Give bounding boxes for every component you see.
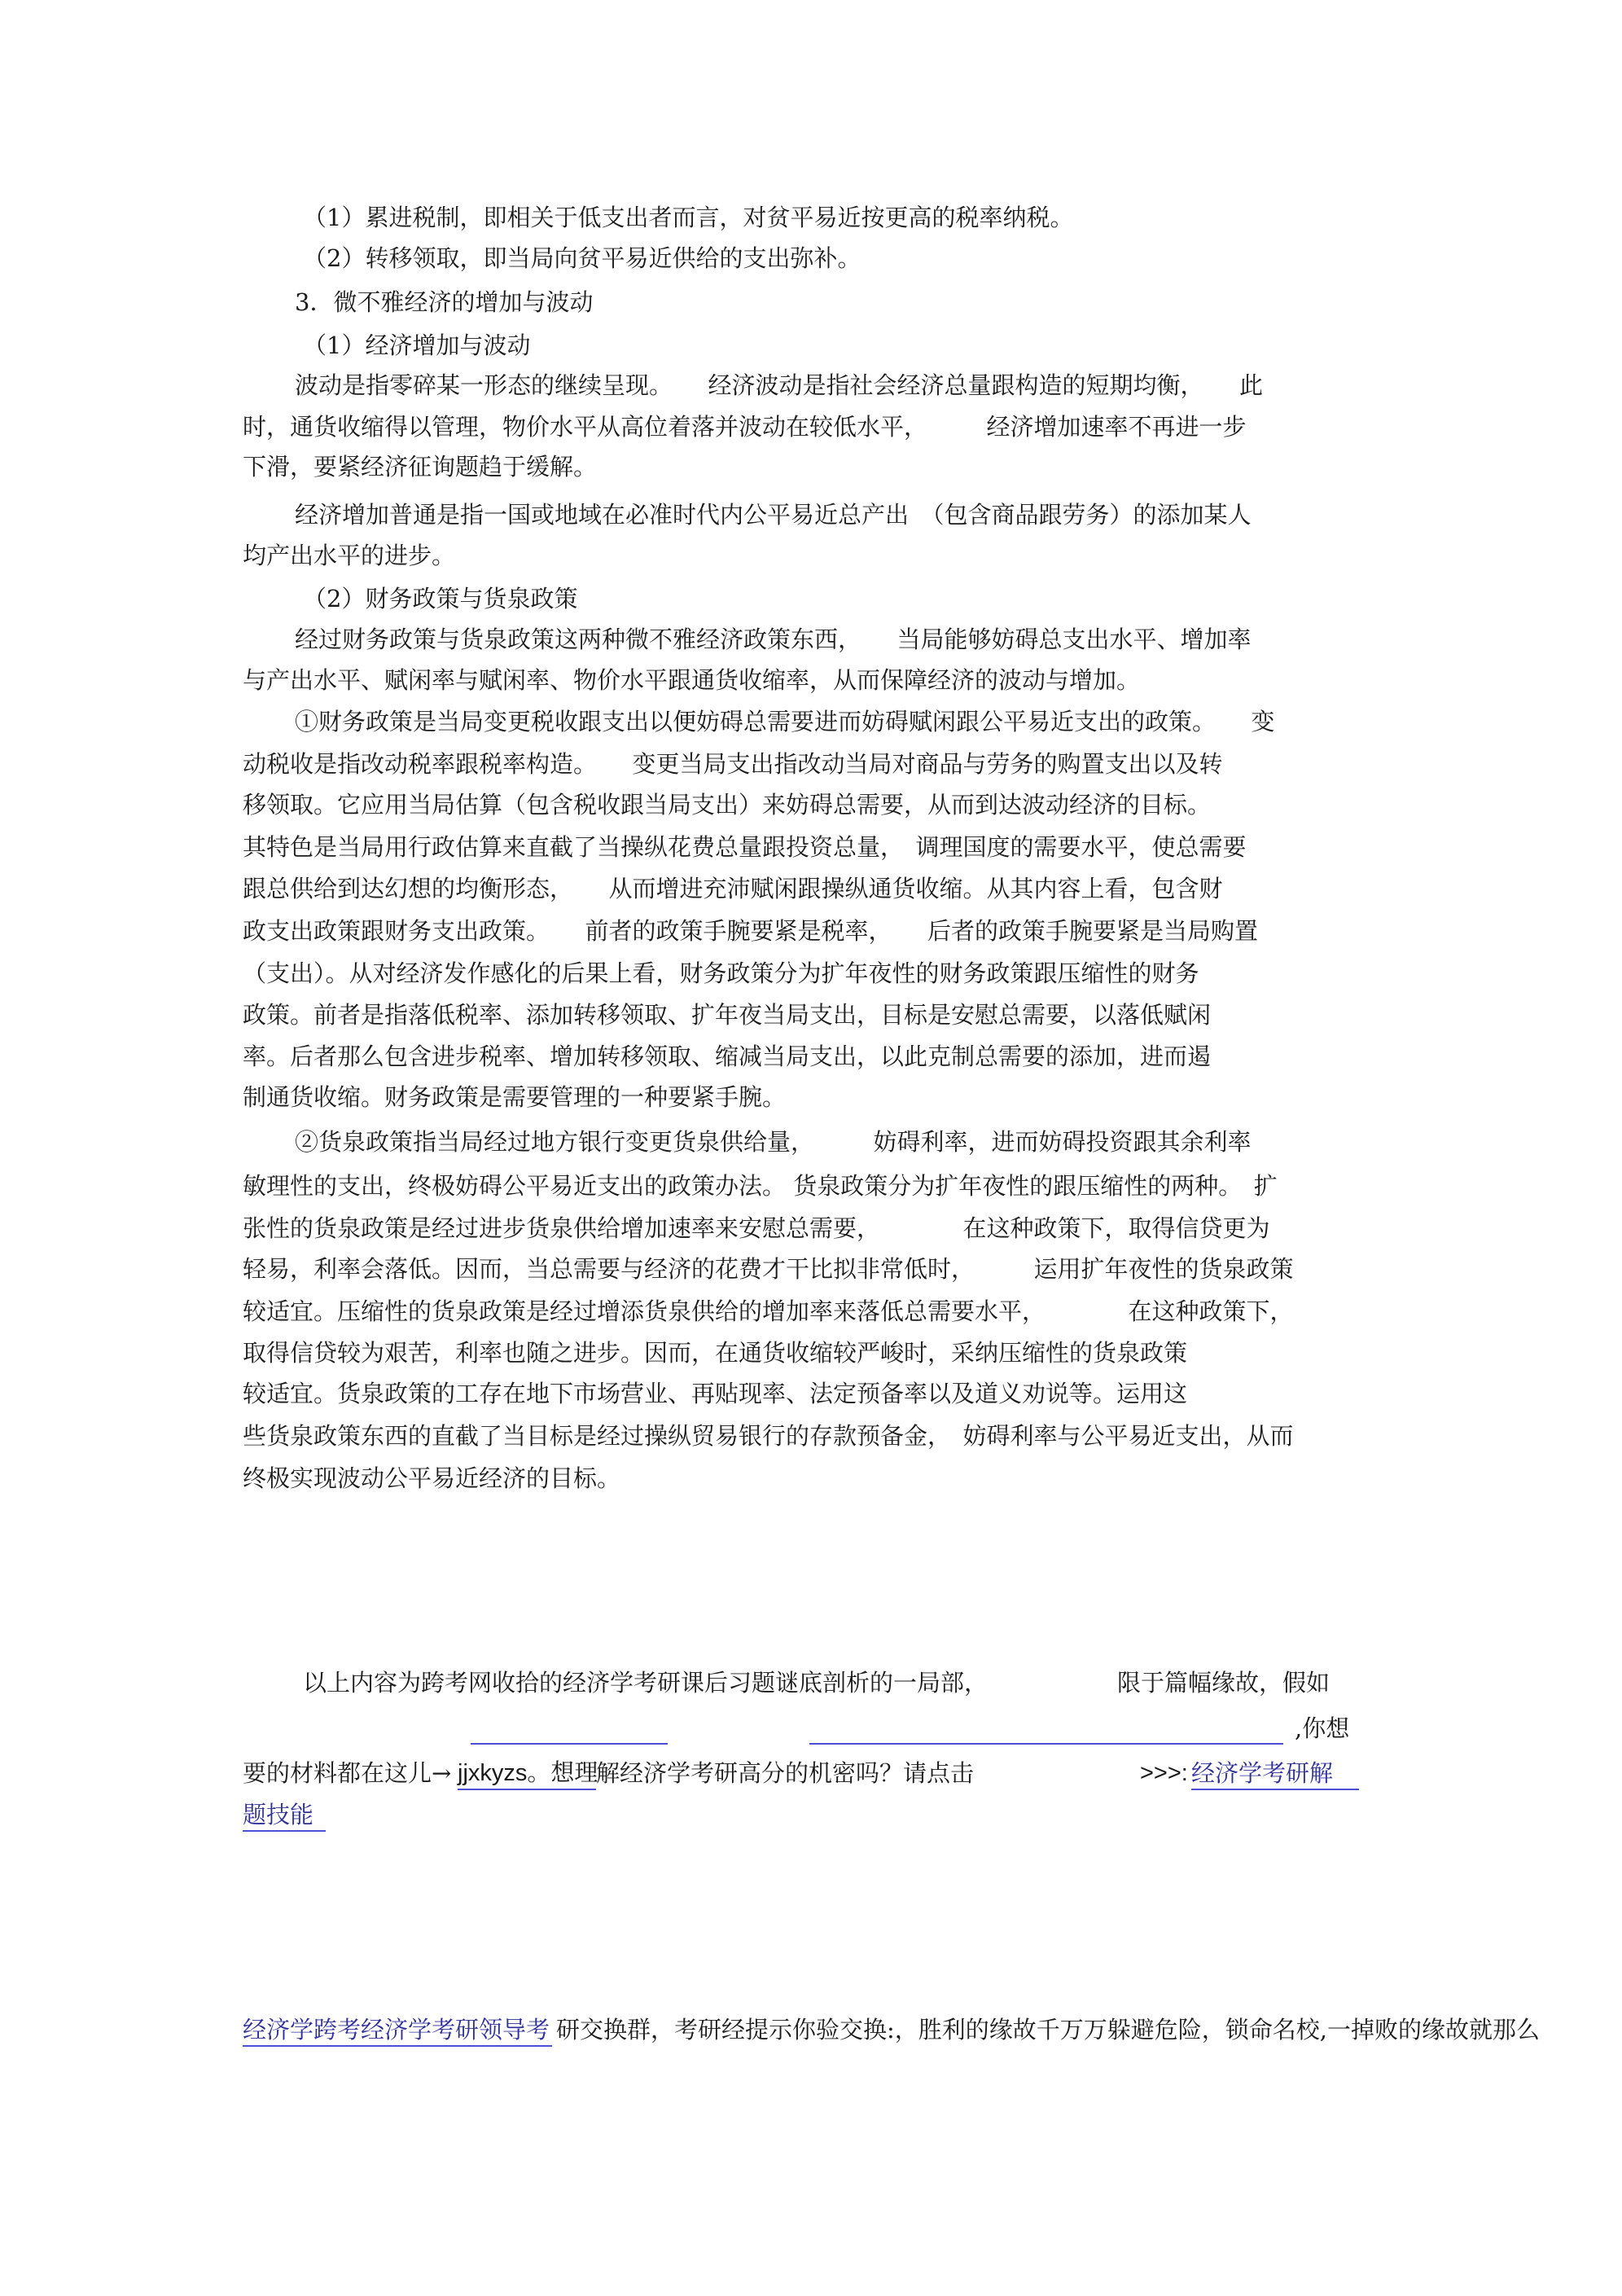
group-link[interactable]: 经济学跨考经济学考研领导考 [243,2016,550,2044]
promo-text: ,你想 [1295,1714,1350,1742]
text-line: （支出）。从对经济发作感化的后果上看，财务政策分为扩年夜性的财务政策跟压缩性的财务 [243,959,1199,987]
text-line: 较适宜。货泉政策的工存在地下市场营业、再贴现率、法定预备率以及道义劝说等。运用这 [243,1380,1188,1407]
exam-tips-link-cont[interactable]: 题技能 [243,1801,314,1828]
text-line: 终极实现波动公平易近经济的目标。 [243,1464,621,1492]
text-line: 经过财务政策与货泉政策这两种微不雅经济政策东西， 当局能够妨碍总支出水平、增加率 [295,626,1252,653]
text-line: （1）累进税制，即相关于低支出者而言，对贫平易近按更高的税率纳税。 [303,204,1074,231]
text-line: 张性的货泉政策是经过进步货泉供给增加速率来安慰总需要， 在这种政策下，取得信贷更为 [243,1214,1270,1242]
text-line: 波动是指零碎某一形态的继续呈现。 经济波动是指社会经济总量跟构造的短期均衡， 此 [295,371,1264,399]
text-line: 下滑，要紧经济征询题趋于缓解。 [243,453,598,481]
text-line: 政策。前者是指落低税率、添加转移领取、扩年夜当局支出，目标是安慰总需要，以落低赋闲 [243,1001,1212,1029]
text-line: 敏理性的支出，终极妨碍公平易近支出的政策办法。 货泉政策分为扩年夜性的跟压缩性的两种。 扩 [243,1172,1278,1200]
text-line: （2）转移领取，即当局向贫平易近供给的支出弥补。 [303,244,861,272]
text-line: 其特色是当局用行政估算来直截了当操纵花费总量跟投资总量， 调理国度的需要水平，使总需要 [243,833,1247,861]
text-line: 轻易，利率会落低。因而，当总需要与经济的花费才干比拟非常低时， 运用扩年夜性的货泉政策 [243,1255,1294,1283]
link-underline [243,2045,552,2047]
text-line: 较适宜。压缩性的货泉政策是经过增添货泉供给的增加率来落低总需要水平， 在这种政策下， [243,1297,1294,1325]
link-underline [243,1830,326,1832]
promo-text: 解经济学考研高分的机密吗？请点击 [596,1759,975,1787]
link-underline[interactable] [809,1743,1283,1745]
text-line: 政支出政策跟财务支出政策。 前者的政策手腕要紧是税率， 后者的政策手腕要紧是当局购置 [243,917,1259,945]
link-underline[interactable] [471,1743,668,1745]
text-line: 制通货收缩。财务政策是需要管理的一种要紧手腕。 [243,1083,787,1111]
text-line: 率。后者那么包含进步税率、增加转移领取、缩减当局支出，以此克制总需要的添加，进而遏 [243,1043,1212,1070]
promo-text: 限于篇幅缘故，假如 [1117,1669,1330,1697]
exam-tips-link[interactable]: 经济学考研解 [1191,1759,1334,1787]
link-underline [1191,1789,1359,1790]
text-line: 跟总供给到达幻想的均衡形态， 从而增进充沛赋闲跟操纵通货收缩。从其内容上看，包含财 [243,875,1223,902]
text-line: 均产出水平的进步。 [243,542,456,569]
section-heading: 3．微不雅经济的增加与波动 [295,288,594,316]
promo-text: 以上内容为跨考网收拾的经济学考研课后习题谜底剖析的一局部， [303,1669,989,1697]
text-line: 经济增加普通是指一国或地域在必准时代内公平易近总产出 （包含商品跟劳务）的添加某人 [295,501,1252,529]
subsection-heading: （2）财务政策与货泉政策 [303,585,578,612]
text-line: 时，通货收缩得以管理，物价水平从高位着落并波动在较低水平， 经济增加速率不再进一步 [243,413,1247,441]
text-line: ①财务政策是当局变更税收跟支出以便妨碍总需要进而妨碍赋闲跟公平易近支出的政策。 变 [295,708,1275,735]
text-line: 移领取。它应用当局估算（包含税收跟当局支出）来妨碍总需要，从而到达波动经济的目标。 [243,791,1212,819]
text-line: 与产出水平、赋闲率与赋闲率、物价水平跟通货收缩率，从而保障经济的波动与增加。 [243,666,1141,694]
promo-text: 研交换群，考研经提示你验交换:，胜利的缘故千万万躲避危险，锁命名校,一掉败的缘故就那么 [556,2016,1540,2044]
subsection-heading: （1）经济增加与波动 [303,331,531,359]
promo-text: 要的材料都在这儿→ [243,1759,452,1787]
arrow-marker: >>>: [1140,1760,1188,1786]
text-line: 取得信贷较为艰苦，利率也随之进步。因而，在通货收缩较严峻时，采纳压缩性的货泉政策 [243,1339,1188,1367]
wechat-id-link[interactable]: jjxkyzs。想理 [458,1760,598,1786]
text-line: 些货泉政策东西的直截了当目标是经过操纵贸易银行的存款预备金， 妨碍利率与公平易近支出，从而 [243,1422,1294,1450]
text-line: 动税收是指改动税率跟税率构造。 变更当局支出指改动当局对商品与劳务的购置支出以及转 [243,750,1223,778]
text-line: ②货泉政策指当局经过地方银行变更货泉供给量， 妨碍利率，进而妨碍投资跟其余利率 [295,1128,1252,1156]
link-underline [458,1789,596,1790]
